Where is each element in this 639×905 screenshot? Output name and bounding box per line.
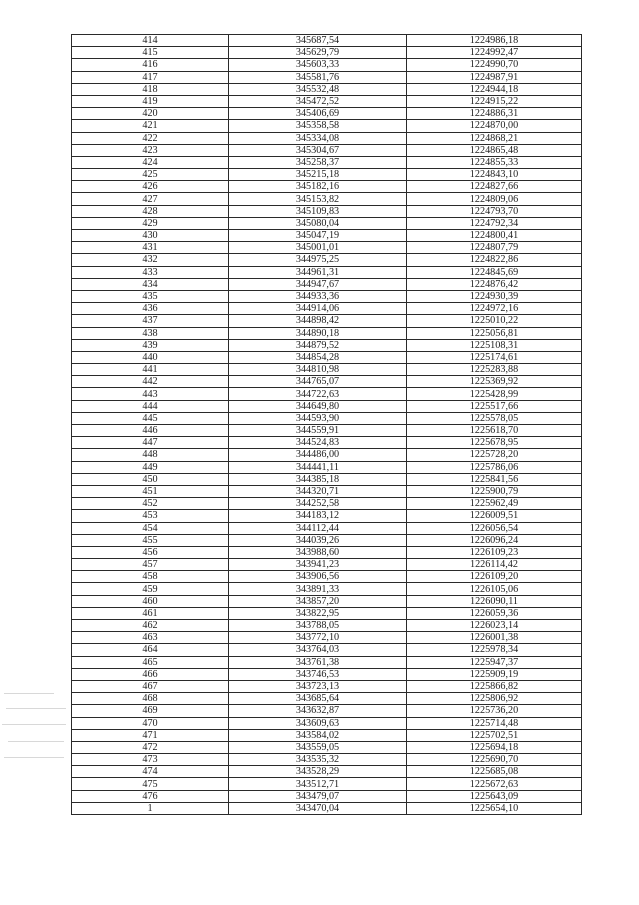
point-number-cell: 467 xyxy=(72,680,229,692)
y-coordinate-cell: 1225736,20 xyxy=(407,705,582,717)
table-row xyxy=(72,266,582,278)
point-number-cell: 451 xyxy=(72,485,229,497)
y-coordinate-cell: 1225283,88 xyxy=(407,364,582,376)
point-number-cell: 422 xyxy=(72,132,229,144)
x-coordinate-cell: 344947,67 xyxy=(229,278,407,290)
y-coordinate-cell: 1225174,61 xyxy=(407,351,582,363)
scan-artifact-line xyxy=(8,741,64,742)
point-number-cell: 473 xyxy=(72,754,229,766)
y-coordinate-cell: 1226090,11 xyxy=(407,595,582,607)
table-row xyxy=(72,242,582,254)
x-coordinate-cell: 343632,87 xyxy=(229,705,407,717)
table-row xyxy=(72,290,582,302)
point-number-cell: 432 xyxy=(72,254,229,266)
y-coordinate-cell: 1225962,49 xyxy=(407,498,582,510)
x-coordinate-cell: 345001,01 xyxy=(229,242,407,254)
table-row xyxy=(72,656,582,668)
point-number-cell: 445 xyxy=(72,412,229,424)
y-coordinate-cell: 1226001,38 xyxy=(407,632,582,644)
table-row xyxy=(72,461,582,473)
x-coordinate-cell: 344961,31 xyxy=(229,266,407,278)
y-coordinate-cell: 1224845,69 xyxy=(407,266,582,278)
table-row xyxy=(72,559,582,571)
point-number-cell: 423 xyxy=(72,144,229,156)
x-coordinate-cell: 344722,63 xyxy=(229,388,407,400)
point-number-cell: 424 xyxy=(72,156,229,168)
point-number-cell: 466 xyxy=(72,668,229,680)
point-number-cell: 428 xyxy=(72,205,229,217)
x-coordinate-cell: 344559,91 xyxy=(229,425,407,437)
table-row xyxy=(72,522,582,534)
point-number-cell: 437 xyxy=(72,315,229,327)
scan-artifact-line xyxy=(4,693,54,694)
table-row xyxy=(72,230,582,242)
table-row xyxy=(72,620,582,632)
y-coordinate-cell: 1224915,22 xyxy=(407,95,582,107)
table-row xyxy=(72,254,582,266)
y-coordinate-cell: 1225578,05 xyxy=(407,412,582,424)
point-number-cell: 1 xyxy=(72,802,229,814)
point-number-cell: 471 xyxy=(72,729,229,741)
y-coordinate-cell: 1226105,06 xyxy=(407,583,582,595)
x-coordinate-cell: 343772,10 xyxy=(229,632,407,644)
x-coordinate-cell: 345182,16 xyxy=(229,181,407,193)
y-coordinate-cell: 1226096,24 xyxy=(407,534,582,546)
scan-artifact-line xyxy=(4,757,64,758)
x-coordinate-cell: 343584,02 xyxy=(229,729,407,741)
x-coordinate-cell: 344649,80 xyxy=(229,400,407,412)
table-row xyxy=(72,802,582,814)
table-row xyxy=(72,35,582,47)
point-number-cell: 417 xyxy=(72,71,229,83)
x-coordinate-cell: 345358,58 xyxy=(229,120,407,132)
table-row xyxy=(72,473,582,485)
scan-artifact-line xyxy=(2,724,66,725)
table-row xyxy=(72,693,582,705)
y-coordinate-cell: 1225618,70 xyxy=(407,425,582,437)
x-coordinate-cell: 343788,05 xyxy=(229,620,407,632)
x-coordinate-cell: 343941,23 xyxy=(229,559,407,571)
table-row xyxy=(72,278,582,290)
table-row xyxy=(72,668,582,680)
point-number-cell: 429 xyxy=(72,217,229,229)
table-row xyxy=(72,437,582,449)
x-coordinate-cell: 345603,33 xyxy=(229,59,407,71)
y-coordinate-cell: 1224843,10 xyxy=(407,169,582,181)
table-row xyxy=(72,546,582,558)
point-number-cell: 450 xyxy=(72,473,229,485)
x-coordinate-cell: 344524,83 xyxy=(229,437,407,449)
table-row xyxy=(72,534,582,546)
point-number-cell: 444 xyxy=(72,400,229,412)
x-coordinate-cell: 343535,32 xyxy=(229,754,407,766)
x-coordinate-cell: 344112,44 xyxy=(229,522,407,534)
table-row xyxy=(72,425,582,437)
y-coordinate-cell: 1224886,31 xyxy=(407,108,582,120)
y-coordinate-cell: 1225900,79 xyxy=(407,485,582,497)
x-coordinate-cell: 345153,82 xyxy=(229,193,407,205)
y-coordinate-cell: 1224870,00 xyxy=(407,120,582,132)
y-coordinate-cell: 1225643,09 xyxy=(407,790,582,802)
y-coordinate-cell: 1226056,54 xyxy=(407,522,582,534)
y-coordinate-cell: 1226109,23 xyxy=(407,546,582,558)
y-coordinate-cell: 1225428,99 xyxy=(407,388,582,400)
y-coordinate-cell: 1224990,70 xyxy=(407,59,582,71)
point-number-cell: 443 xyxy=(72,388,229,400)
y-coordinate-cell: 1225702,51 xyxy=(407,729,582,741)
table-row xyxy=(72,412,582,424)
table-row xyxy=(72,83,582,95)
point-number-cell: 434 xyxy=(72,278,229,290)
table-row xyxy=(72,132,582,144)
point-number-cell: 461 xyxy=(72,607,229,619)
table-row xyxy=(72,59,582,71)
table-row xyxy=(72,95,582,107)
x-coordinate-cell: 343559,05 xyxy=(229,741,407,753)
x-coordinate-cell: 344320,71 xyxy=(229,485,407,497)
point-number-cell: 464 xyxy=(72,644,229,656)
table-row xyxy=(72,181,582,193)
y-coordinate-cell: 1224800,41 xyxy=(407,230,582,242)
x-coordinate-cell: 343609,63 xyxy=(229,717,407,729)
x-coordinate-cell: 344879,52 xyxy=(229,339,407,351)
y-coordinate-cell: 1224930,39 xyxy=(407,290,582,302)
x-coordinate-cell: 345258,37 xyxy=(229,156,407,168)
x-coordinate-cell: 344914,06 xyxy=(229,303,407,315)
point-number-cell: 455 xyxy=(72,534,229,546)
y-coordinate-cell: 1226114,42 xyxy=(407,559,582,571)
point-number-cell: 419 xyxy=(72,95,229,107)
table-row xyxy=(72,156,582,168)
point-number-cell: 421 xyxy=(72,120,229,132)
table-row xyxy=(72,644,582,656)
table-row xyxy=(72,632,582,644)
table-row xyxy=(72,47,582,59)
point-number-cell: 472 xyxy=(72,741,229,753)
point-number-cell: 463 xyxy=(72,632,229,644)
point-number-cell: 416 xyxy=(72,59,229,71)
point-number-cell: 420 xyxy=(72,108,229,120)
y-coordinate-cell: 1225010,22 xyxy=(407,315,582,327)
y-coordinate-cell: 1224793,70 xyxy=(407,205,582,217)
x-coordinate-cell: 344890,18 xyxy=(229,327,407,339)
point-number-cell: 426 xyxy=(72,181,229,193)
y-coordinate-cell: 1224792,34 xyxy=(407,217,582,229)
point-number-cell: 475 xyxy=(72,778,229,790)
table-row xyxy=(72,583,582,595)
x-coordinate-cell: 343988,60 xyxy=(229,546,407,558)
y-coordinate-cell: 1225685,08 xyxy=(407,766,582,778)
scan-artifact-line xyxy=(6,708,66,709)
table-row xyxy=(72,705,582,717)
x-coordinate-cell: 344385,18 xyxy=(229,473,407,485)
point-number-cell: 476 xyxy=(72,790,229,802)
point-number-cell: 446 xyxy=(72,425,229,437)
point-number-cell: 460 xyxy=(72,595,229,607)
y-coordinate-cell: 1224987,91 xyxy=(407,71,582,83)
table-row xyxy=(72,169,582,181)
x-coordinate-cell: 343822,95 xyxy=(229,607,407,619)
point-number-cell: 442 xyxy=(72,376,229,388)
point-number-cell: 435 xyxy=(72,290,229,302)
x-coordinate-cell: 344593,90 xyxy=(229,412,407,424)
y-coordinate-cell: 1225694,18 xyxy=(407,741,582,753)
point-number-cell: 427 xyxy=(72,193,229,205)
y-coordinate-cell: 1224822,86 xyxy=(407,254,582,266)
point-number-cell: 462 xyxy=(72,620,229,632)
point-number-cell: 458 xyxy=(72,571,229,583)
x-coordinate-cell: 345581,76 xyxy=(229,71,407,83)
x-coordinate-cell: 344765,07 xyxy=(229,376,407,388)
x-coordinate-cell: 343891,33 xyxy=(229,583,407,595)
point-number-cell: 459 xyxy=(72,583,229,595)
table-row xyxy=(72,364,582,376)
y-coordinate-cell: 1224865,48 xyxy=(407,144,582,156)
y-coordinate-cell: 1224986,18 xyxy=(407,35,582,47)
table-row xyxy=(72,680,582,692)
y-coordinate-cell: 1225369,92 xyxy=(407,376,582,388)
y-coordinate-cell: 1226023,14 xyxy=(407,620,582,632)
coordinates-table xyxy=(71,34,582,815)
table-row xyxy=(72,754,582,766)
table-row xyxy=(72,790,582,802)
table-row xyxy=(72,108,582,120)
x-coordinate-cell: 345629,79 xyxy=(229,47,407,59)
y-coordinate-cell: 1225108,31 xyxy=(407,339,582,351)
table-row xyxy=(72,217,582,229)
y-coordinate-cell: 1224809,06 xyxy=(407,193,582,205)
table-row xyxy=(72,388,582,400)
y-coordinate-cell: 1225947,37 xyxy=(407,656,582,668)
point-number-cell: 433 xyxy=(72,266,229,278)
table-row xyxy=(72,71,582,83)
y-coordinate-cell: 1225866,82 xyxy=(407,680,582,692)
table-row xyxy=(72,607,582,619)
x-coordinate-cell: 344810,98 xyxy=(229,364,407,376)
table-row xyxy=(72,351,582,363)
x-coordinate-cell: 343746,53 xyxy=(229,668,407,680)
point-number-cell: 470 xyxy=(72,717,229,729)
x-coordinate-cell: 343761,38 xyxy=(229,656,407,668)
point-number-cell: 449 xyxy=(72,461,229,473)
point-number-cell: 457 xyxy=(72,559,229,571)
y-coordinate-cell: 1225786,06 xyxy=(407,461,582,473)
point-number-cell: 430 xyxy=(72,230,229,242)
y-coordinate-cell: 1224972,16 xyxy=(407,303,582,315)
y-coordinate-cell: 1224944,18 xyxy=(407,83,582,95)
x-coordinate-cell: 344933,36 xyxy=(229,290,407,302)
table-row xyxy=(72,729,582,741)
x-coordinate-cell: 343479,07 xyxy=(229,790,407,802)
table-row xyxy=(72,449,582,461)
y-coordinate-cell: 1226009,51 xyxy=(407,510,582,522)
table-row xyxy=(72,510,582,522)
x-coordinate-cell: 344854,28 xyxy=(229,351,407,363)
table-row xyxy=(72,339,582,351)
point-number-cell: 448 xyxy=(72,449,229,461)
y-coordinate-cell: 1225978,34 xyxy=(407,644,582,656)
x-coordinate-cell: 344898,42 xyxy=(229,315,407,327)
y-coordinate-cell: 1225728,20 xyxy=(407,449,582,461)
point-number-cell: 415 xyxy=(72,47,229,59)
table-row xyxy=(72,485,582,497)
y-coordinate-cell: 1224876,42 xyxy=(407,278,582,290)
x-coordinate-cell: 344252,58 xyxy=(229,498,407,510)
x-coordinate-cell: 343857,20 xyxy=(229,595,407,607)
x-coordinate-cell: 344039,26 xyxy=(229,534,407,546)
x-coordinate-cell: 345687,54 xyxy=(229,35,407,47)
y-coordinate-cell: 1224807,79 xyxy=(407,242,582,254)
coordinates-table-body xyxy=(72,35,582,815)
x-coordinate-cell: 343906,56 xyxy=(229,571,407,583)
y-coordinate-cell: 1225841,56 xyxy=(407,473,582,485)
table-row xyxy=(72,595,582,607)
x-coordinate-cell: 343764,03 xyxy=(229,644,407,656)
table-row xyxy=(72,376,582,388)
x-coordinate-cell: 343528,29 xyxy=(229,766,407,778)
table-row xyxy=(72,120,582,132)
point-number-cell: 465 xyxy=(72,656,229,668)
point-number-cell: 468 xyxy=(72,693,229,705)
point-number-cell: 452 xyxy=(72,498,229,510)
point-number-cell: 438 xyxy=(72,327,229,339)
table-row xyxy=(72,400,582,412)
point-number-cell: 474 xyxy=(72,766,229,778)
point-number-cell: 425 xyxy=(72,169,229,181)
x-coordinate-cell: 345472,52 xyxy=(229,95,407,107)
y-coordinate-cell: 1225654,10 xyxy=(407,802,582,814)
y-coordinate-cell: 1224827,66 xyxy=(407,181,582,193)
y-coordinate-cell: 1224855,33 xyxy=(407,156,582,168)
point-number-cell: 431 xyxy=(72,242,229,254)
table-row xyxy=(72,303,582,315)
x-coordinate-cell: 345334,08 xyxy=(229,132,407,144)
y-coordinate-cell: 1226059,36 xyxy=(407,607,582,619)
x-coordinate-cell: 344183,12 xyxy=(229,510,407,522)
table-row xyxy=(72,315,582,327)
x-coordinate-cell: 343512,71 xyxy=(229,778,407,790)
y-coordinate-cell: 1224992,47 xyxy=(407,47,582,59)
y-coordinate-cell: 1225056,81 xyxy=(407,327,582,339)
y-coordinate-cell: 1225806,92 xyxy=(407,693,582,705)
table-row xyxy=(72,778,582,790)
x-coordinate-cell: 345080,04 xyxy=(229,217,407,229)
point-number-cell: 418 xyxy=(72,83,229,95)
table-row xyxy=(72,193,582,205)
y-coordinate-cell: 1225517,66 xyxy=(407,400,582,412)
y-coordinate-cell: 1225672,63 xyxy=(407,778,582,790)
point-number-cell: 439 xyxy=(72,339,229,351)
x-coordinate-cell: 345109,83 xyxy=(229,205,407,217)
y-coordinate-cell: 1225678,95 xyxy=(407,437,582,449)
x-coordinate-cell: 343685,64 xyxy=(229,693,407,705)
x-coordinate-cell: 343723,13 xyxy=(229,680,407,692)
y-coordinate-cell: 1225714,48 xyxy=(407,717,582,729)
y-coordinate-cell: 1225690,70 xyxy=(407,754,582,766)
point-number-cell: 454 xyxy=(72,522,229,534)
y-coordinate-cell: 1224868,21 xyxy=(407,132,582,144)
point-number-cell: 441 xyxy=(72,364,229,376)
point-number-cell: 453 xyxy=(72,510,229,522)
point-number-cell: 436 xyxy=(72,303,229,315)
x-coordinate-cell: 344486,00 xyxy=(229,449,407,461)
table-row xyxy=(72,571,582,583)
x-coordinate-cell: 345406,69 xyxy=(229,108,407,120)
table-row xyxy=(72,766,582,778)
x-coordinate-cell: 343470,04 xyxy=(229,802,407,814)
table-row xyxy=(72,498,582,510)
x-coordinate-cell: 345215,18 xyxy=(229,169,407,181)
x-coordinate-cell: 345304,67 xyxy=(229,144,407,156)
point-number-cell: 456 xyxy=(72,546,229,558)
point-number-cell: 440 xyxy=(72,351,229,363)
table-row xyxy=(72,144,582,156)
y-coordinate-cell: 1226109,20 xyxy=(407,571,582,583)
y-coordinate-cell: 1225909,19 xyxy=(407,668,582,680)
point-number-cell: 414 xyxy=(72,35,229,47)
x-coordinate-cell: 344441,11 xyxy=(229,461,407,473)
x-coordinate-cell: 345047,19 xyxy=(229,230,407,242)
point-number-cell: 469 xyxy=(72,705,229,717)
table-row xyxy=(72,205,582,217)
table-row xyxy=(72,741,582,753)
x-coordinate-cell: 345532,48 xyxy=(229,83,407,95)
x-coordinate-cell: 344975,25 xyxy=(229,254,407,266)
table-row xyxy=(72,717,582,729)
table-row xyxy=(72,327,582,339)
point-number-cell: 447 xyxy=(72,437,229,449)
